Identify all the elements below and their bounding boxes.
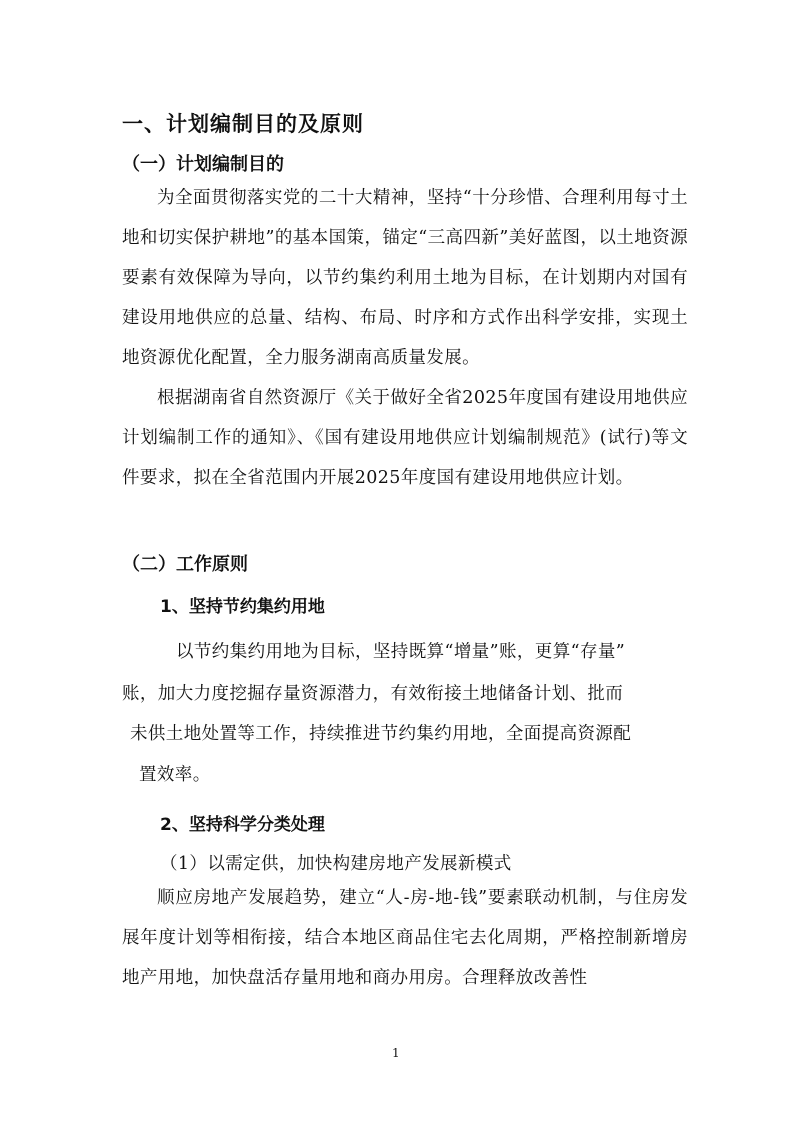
paragraph-housing: 顺应房地产发展趋势，建立“人-房-地-钱”要素联动机制，与住房发展年度计划等相衔接，结合本地区商品住宅去化周期，严格控制新增房地产用地，加快盘活存量用地和商办用房。合理释放改善性	[122, 888, 688, 988]
paragraph-purpose: 为全面贯彻落实党的二十大精神，坚持“十分珍惜、合理利用每寸土地和切实保护耕地”的基本国策，锚定“三高四新”美好蓝图，以土地资源要素有效保障为导向，以节约集约利用土地为目标，在计划期内对国有建设用地供应的总量、结构、布局、时序和方式作出科学安排，实现土地资源优化配置，全力服务湖南高质量发展。	[122, 188, 688, 368]
principle-heading-conservation: 1、坚持节约集约用地	[160, 597, 325, 617]
subsection-heading-purpose: （一）计划编制目的	[122, 154, 284, 175]
subsection-heading-principles: （二）工作原则	[122, 554, 248, 575]
principle1-line-1: 以节约集约用地为目标，坚持既算“增量”账，更算“存量”	[176, 642, 626, 662]
paragraph-basis: 根据湖南省自然资源厅《关于做好全省2025年度国有建设用地供应计划编制工作的通知》、《国有建设用地供应计划编制规范》(试行)等文件要求，拟在全省范围内开展2025年度国有建设用地供应计划。	[122, 388, 688, 488]
page-number: 1	[392, 1046, 400, 1060]
principle1-line-3: 未供土地处置等工作，持续推进节约集约用地，全面提高资源配	[130, 724, 632, 744]
section-heading: 一、计划编制目的及原则	[122, 112, 364, 136]
principle1-line-2: 账，加大力度挖掘存量资源潜力，有效衔接土地储备计划、批而	[122, 684, 624, 704]
principle1-line-4: 置效率。	[139, 765, 211, 785]
principle2-subheading: （1）以需定供，加快构建房地产发展新模式	[160, 854, 512, 874]
principle-heading-classification: 2、坚持科学分类处理	[160, 815, 325, 835]
